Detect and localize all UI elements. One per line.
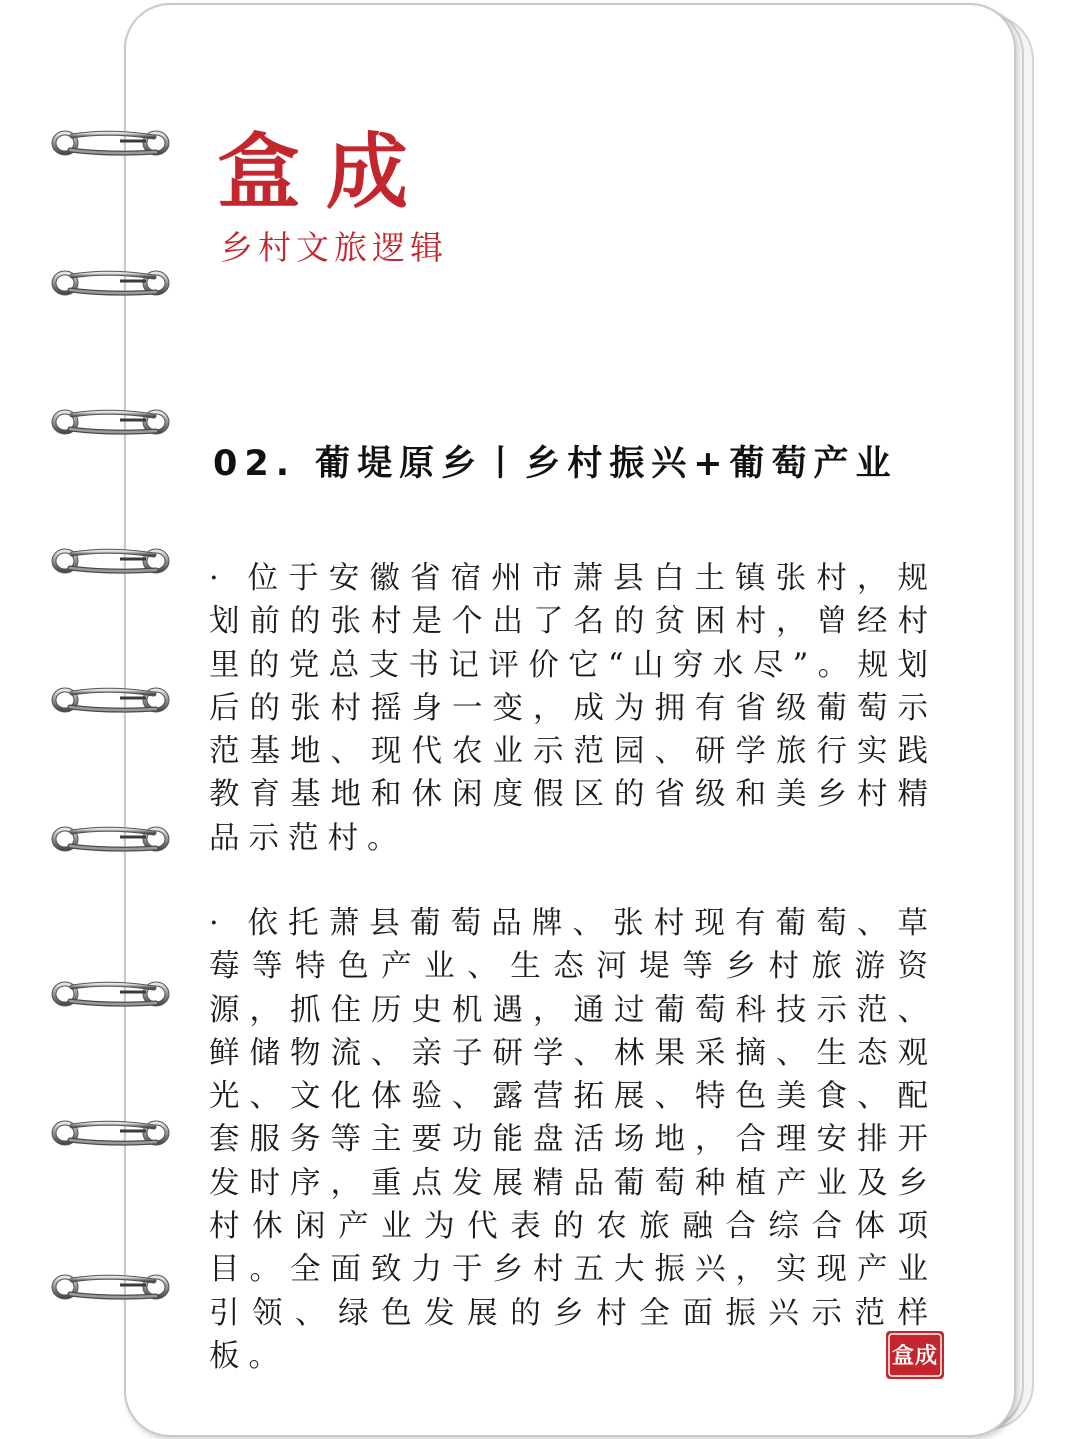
paragraph-strategy: · 依托萧县葡萄品牌、张村现有葡萄、草莓等特色产业、生态河堤等乡村旅游资源，抓住历史机遇，通过葡萄科技示范、鲜储物流、亲子研学、林果采摘、生态观光、文化体验、露营拓展、特色美食、配套服务等主要功能盘活场地，合理安排开发时序，重点发展精品葡萄种植产业及乡村休闲产业为代表的农旅融合综合体项目。全面致力于乡村五大振兴，实现产业引领、绿色发展的乡村全面振兴示范样板。: [209, 906, 937, 1374]
binder-ring-icon: [50, 1118, 172, 1148]
section-heading: 02. 葡堤原乡丨乡村振兴+葡萄产业: [213, 444, 898, 484]
binder-ring-icon: [50, 268, 172, 298]
binder-ring-icon: [50, 824, 172, 854]
binder-ring-icon: [50, 685, 172, 715]
binder-ring-icon: [50, 979, 172, 1009]
brand-title: 盒成: [218, 124, 435, 220]
seal-stamp-icon: [884, 1329, 946, 1381]
brand-subtitle: 乡村文旅逻辑: [220, 228, 448, 267]
binder-ring-icon: [50, 128, 172, 158]
paragraph-location: · 位于安徽省宿州市萧县白土镇张村，规划前的张村是个出了名的贫困村，曾经村里的党总支书记评价它“山穷水尽”。规划后的张村摇身一变，成为拥有省级葡萄示范基地、现代农业示范园、研学旅行实践教育基地和休闲度假区的省级和美乡村精品示范村。: [209, 561, 937, 856]
binder-ring-icon: [50, 1272, 172, 1302]
binder-ring-icon: [50, 407, 172, 437]
binder-ring-icon: [50, 546, 172, 576]
seal-text: 盒成: [891, 1343, 939, 1369]
